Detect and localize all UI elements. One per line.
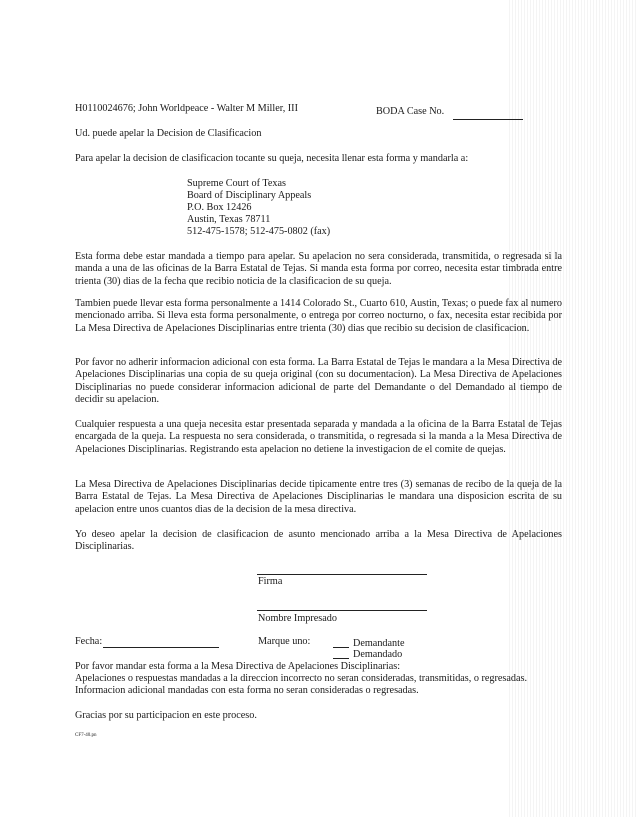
footer-line-mail: Por favor mandar esta forma a la Mesa Directiva de Apelaciones Disciplinarias:: [75, 661, 401, 672]
paragraph-decision-timing: La Mesa Directiva de Apelaciones Disciplinarias decide tipicamente entre tres (3) semanas de recibo de la queja de la Barra Estatal de Tejas. La Mesa Directiva de Apelaciones Disciplinarias le mandara una disposicion escrita de su apelacion entre unos cuantos dias de la decision de la mesa directiva.: [75, 479, 562, 515]
footer-line-incorrect-address: Apelaciones o respuestas mandadas a la direccion incorrecto no seran consideradas, transmitidas, o regresadas.: [75, 673, 528, 684]
paragraph-timing: Esta forma debe estar mandada a tiempo para apelar. Su apelacion no sera considerada, transmitida, o regresada si la manda a una de las oficinas de la Barra Estatal de Tejas. Si manda esta forma por correo, necesita estar timbrada entre trienta (30) dias de la fecha que recibio noticia de la clasificacion de su queja.: [75, 251, 562, 287]
address-line-pobox: P.O. Box 12426: [187, 202, 252, 213]
closing-thanks: Gracias por su participacion en este proceso.: [75, 710, 257, 721]
firma-label: Firma: [258, 576, 283, 587]
demandado-label: Demandado: [353, 649, 403, 660]
fecha-line[interactable]: [103, 647, 219, 648]
case-reference: H0110024676; John Worldpeace - Walter M Miller, III: [75, 103, 298, 114]
address-line-court: Supreme Court of Texas: [187, 178, 286, 189]
address-line-board: Board of Disciplinary Appeals: [187, 190, 312, 201]
boda-case-number-line[interactable]: [453, 119, 523, 120]
form-code: CF7-40.pn: [75, 733, 97, 738]
address-line-phone: 512-475-1578; 512-475-0802 (fax): [187, 226, 331, 237]
marque-uno-label: Marque uno:: [258, 636, 311, 647]
printed-name-line[interactable]: [257, 610, 427, 611]
printed-name-label: Nombre Impresado: [258, 613, 337, 624]
demandante-label: Demandante: [353, 638, 405, 649]
footer-line-additional-info: Informacion adicional mandadas con esta forma no seran consideradas o regresadas.: [75, 685, 419, 696]
fecha-label: Fecha:: [75, 636, 103, 647]
signature-line[interactable]: [257, 574, 427, 575]
boda-case-label: BODA Case No.: [376, 106, 445, 117]
demandado-checkbox-line[interactable]: [333, 658, 349, 659]
paragraph-appeal-statement: Yo deseo apelar la decision de clasificacion de asunto mencionado arriba a la Mesa Directiva de Apelaciones Disciplinarias.: [75, 529, 562, 553]
intro-text: Para apelar la decision de clasificacion tocante su queja, necesita llenar esta forma y mandarla a:: [75, 153, 469, 164]
paragraph-delivery: Tambien puede llevar esta forma personalmente a 1414 Colorado St., Cuarto 610, Austin, Texas; o puede fax al numero mencionado arriba. Si lleva esta forma personalmente, o entrega por correo nocturno, o fax, necesita estar recibida por La Mesa Directiva de Apelaciones Disciplinarias entre trienta (30) dias que recibio su decision de clasificacion.: [75, 298, 562, 334]
demandante-checkbox-line[interactable]: [333, 647, 349, 648]
paragraph-response: Cualquier respuesta a una queja necesita estar presentada separada y mandada a la oficina de la Barra Estatal de Tejas encargada de la queja. La respuesta no sera considerada, o transmitida, o regresada si la manda a la Mesa Directiva de Apelaciones Disciplinarias. Registrando esta apelacion no detiene la investigacion de el comite de quejas.: [75, 419, 562, 455]
form-title: Ud. puede apelar la Decision de Clasificacion: [75, 128, 262, 139]
address-line-city: Austin, Texas 78711: [187, 214, 271, 225]
paragraph-no-additional-info: Por favor no adherir informacion adicional con esta forma. La Barra Estatal de Tejas le mandara a la Mesa Directiva de Apelaciones Disciplinarias una copia de su queja original (con su documentacion). La Mesa Directiva de Apelaciones Disciplinarias no puede considerar informacion adicional de parte del Demandante o del Demandado al tiempo de decidir su apelacion.: [75, 357, 562, 406]
